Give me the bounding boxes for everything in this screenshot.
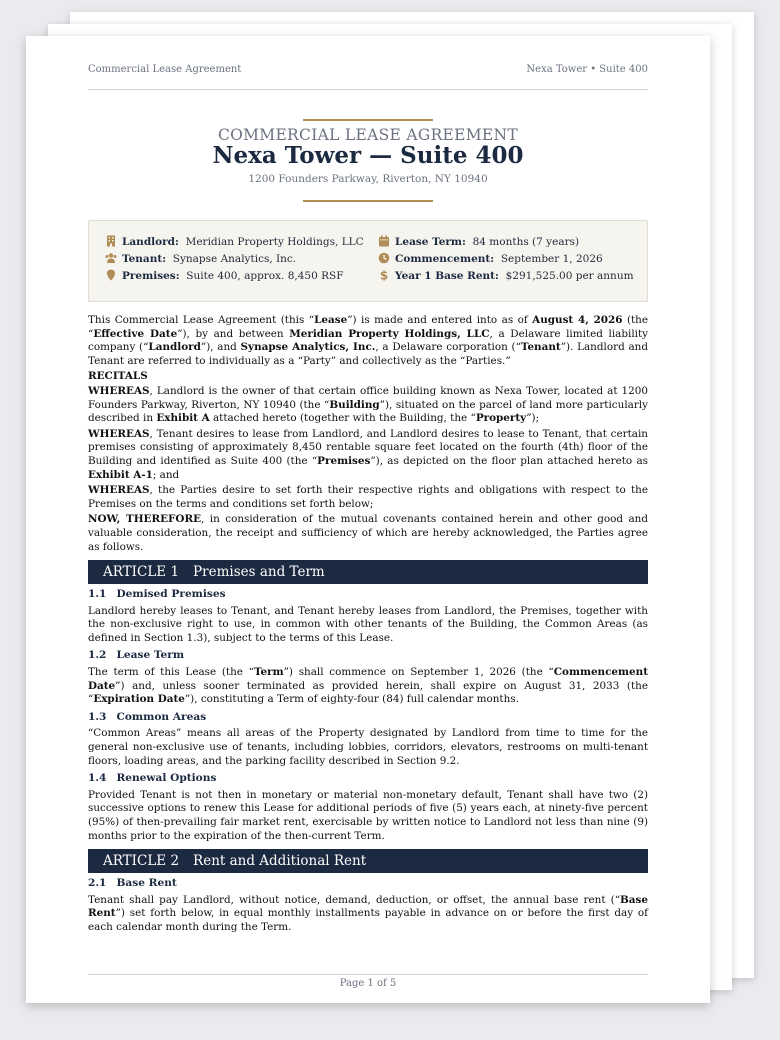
section-2-1-heading: 2.1 Base Rent	[88, 877, 177, 890]
section-1-2-heading: 1.2 Lease Term	[88, 649, 185, 662]
section-1-1-heading: 1.1 Demised Premises	[88, 588, 226, 601]
map-pin-icon	[105, 269, 117, 281]
document-page	[26, 36, 710, 1003]
dollar-icon	[378, 269, 390, 281]
users-icon	[105, 252, 117, 264]
intro-paragraph: This Commercial Lease Agreement (this “Lease”) is made and entered into as of August 4, 2026 (the “Effective Date”), by and between Meridian Property Holdings, LLC, a Delaware limited liability company (“Landlord”), and Synapse Analytics, Inc., a Delaware corporation (“Tenant”). Landlord and Tenant are referred to individually as a “Party” and collectively as the “Parties.”	[88, 314, 649, 367]
section-1-4-heading: 1.4 Renewal Options	[88, 772, 217, 785]
page-footer	[88, 974, 648, 989]
title-rule-bottom	[303, 200, 433, 202]
premises-value: Suite 400, approx. 8,450 RSF	[186, 270, 344, 282]
summary-base-rent	[378, 269, 634, 282]
lease-body	[88, 314, 648, 937]
section-1-3-heading: 1.3 Common Areas	[88, 710, 207, 723]
base-rent-value: $291,525.00 per annum	[505, 270, 634, 282]
svg-text:$: $	[379, 269, 389, 281]
landlord-label: Landlord:	[122, 236, 179, 248]
section-1-1-text: Landlord hereby leases to Tenant, and Tenant hereby leases from Landlord, the Premises, together with the non-exclusive right to use, in common with other tenants of the Building, the Common Areas (as defined in Section 1.3), subject to the terms of this Lease.	[88, 604, 648, 644]
page-number: Page 1 of 5	[339, 978, 397, 989]
title-block	[88, 119, 648, 202]
article-2-heading: ARTICLE 2 Rent and Additional Rent	[88, 849, 648, 873]
running-header-right: Nexa Tower • Suite 400	[526, 64, 648, 75]
summary-commencement	[378, 252, 603, 265]
section-1-2-text: The term of this Lease (the “Term”) shall commence on September 1, 2026 (the “Commencement Date”) and, unless sooner terminated as provided herein, shall expire on August 31, 2033 (the “Expiration Date”), constituting a Term of eighty-four (84) full calendar months.	[88, 666, 649, 706]
calendar-icon	[378, 235, 390, 247]
base-rent-label: Year 1 Base Rent:	[395, 270, 499, 282]
document-kicker: COMMERCIAL LEASE AGREEMENT	[217, 126, 519, 144]
tenant-value: Synapse Analytics, Inc.	[172, 253, 297, 265]
recitals-heading: RECITALS	[88, 370, 148, 383]
running-header-left: Commercial Lease Agreement	[88, 64, 242, 75]
section-1-4-text: Provided Tenant is not then in monetary or material non-monetary default, Tenant shall have two (2) successive options to renew this Lease for additional periods of five (5) years each, at ninety-five percent (95%) of then-prevailing fair market rent, exercisable by written notice to Landlord not less than nine (9) months prior to the expiration of the then-current Term.	[88, 788, 648, 842]
landlord-value: Meridian Property Holdings, LLC	[185, 236, 364, 248]
building-icon	[105, 235, 117, 247]
section-1-3-text: “Common Areas” means all areas of the Property designated by Landlord from time to time for the general non-exclusive use of tenants, including lobbies, corridors, elevators, restrooms on multi-tenant floors, loading areas, and the parking facility described in Section 9.2.	[88, 727, 648, 767]
summary-term	[378, 235, 579, 248]
document-title: Nexa Tower — Suite 400	[212, 142, 524, 169]
recital-paragraph: WHEREAS, Tenant desires to lease from Landlord, and Landlord desires to lease to Tenant, that certain premises consisting of approximately 8,450 rentable square feet located on the fourth (4th) floor of the Building and identified as Suite 400 (the “Premises”), as depicted on the floor plan attached hereto as Exhibit A-1; and	[88, 427, 648, 481]
running-header	[88, 64, 648, 90]
premises-label: Premises:	[122, 270, 180, 282]
summary-landlord	[105, 235, 364, 248]
tenant-label: Tenant:	[122, 253, 167, 265]
now-therefore-paragraph: NOW, THEREFORE, in consideration of the mutual covenants contained herein and other good and valuable consideration, the receipt and sufficiency of which are hereby acknowledged, the Parties agree as follows.	[88, 513, 649, 553]
lease-summary-box	[88, 220, 648, 302]
title-rule-top	[303, 119, 433, 121]
section-2-1-text: Tenant shall pay Landlord, without notice, demand, deduction, or offset, the annual base rent (“Base Rent”) set forth below, in equal monthly installments payable in advance on or before the first day of each calendar month during the Term.	[88, 893, 648, 933]
term-label: Lease Term:	[395, 236, 466, 248]
term-value: 84 months (7 years)	[472, 236, 580, 248]
recital-paragraph: WHEREAS, Landlord is the owner of that certain office building known as Nexa Tower, located at 1200 Founders Parkway, Riverton, NY 10940 (the “Building”), situated on the parcel of land more particularly described in Exhibit A attached hereto (together with the Building, the “Property”);	[88, 384, 648, 425]
summary-premises	[105, 269, 344, 282]
summary-tenant	[105, 252, 296, 265]
clock-icon	[378, 252, 390, 264]
article-1-heading: ARTICLE 1 Premises and Term	[88, 560, 648, 584]
recital-paragraph: WHEREAS, the Parties desire to set forth their respective rights and obligations with respect to the Premises on the terms and conditions set forth below;	[88, 484, 648, 510]
commencement-label: Commencement:	[395, 253, 495, 265]
document-address: 1200 Founders Parkway, Riverton, NY 10940	[248, 173, 488, 185]
commencement-value: September 1, 2026	[500, 253, 603, 265]
